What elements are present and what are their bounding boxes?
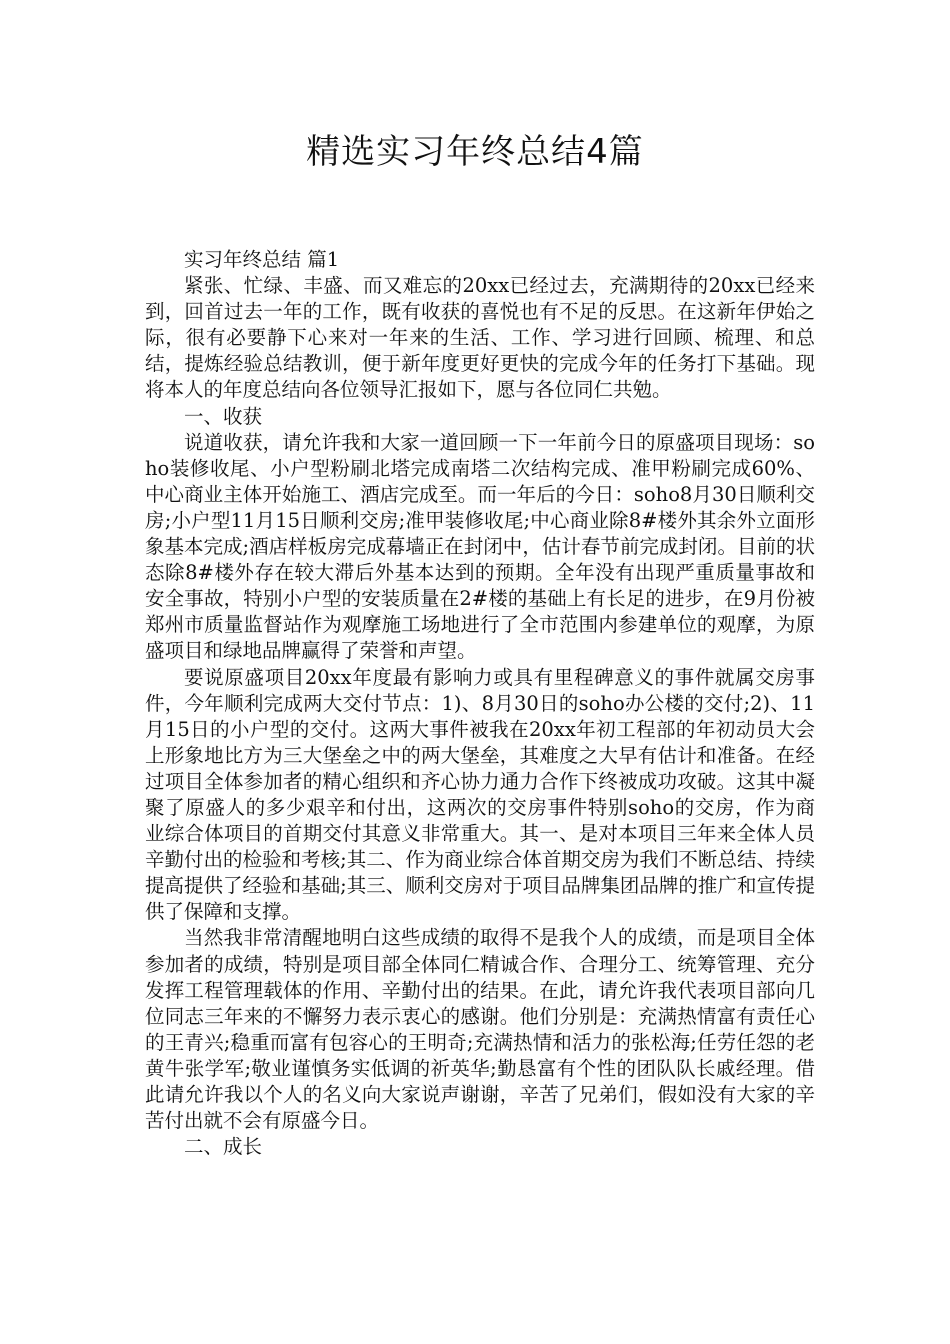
paragraph-delivery-events: 要说原盛项目20xx年度最有影响力或具有里程碑意义的事件就属交房事件，今年顺利完成两大交付节点：1)、8月30日的soho办公楼的交付;2)、11月15日的小户型的交付。这两大事件被我在20xx年初工程部的年初动员大会上形象地比方为三大堡垒之中的两大堡垒，其难度之大早有估计和准备。在经过项目全体参加者的精心组织和齐心协力通力合作下终被成功攻破。这其中凝聚了原盛人的多少艰辛和付出，这两次的交房事件特别soho的交房，作为商业综合体项目的首期交付其意义非常重大。其一、是对本项目三年来全体人员辛勤付出的检验和考核;其二、作为商业综合体首期交房为我们不断总结、持续提高提供了经验和基础;其三、顺利交房对于项目品牌集团品牌的推广和宣传提供了保障和支撑。 [145,665,815,924]
document-title: 精选实习年终总结4篇 [306,132,644,172]
paragraph-intro: 紧张、忙绿、丰盛、而又难忘的20xx已经过去，充满期待的20xx已经来到，回首过去一年的工作，既有收获的喜悦也有不足的反思。在这新年伊始之际，很有必要静下心来对一年来的生活、工作、学习进行回顾、梳理、和总结，提炼经验总结教训，便于新年度更好更快的完成今年的任务打下基础。现将本人的年度总结向各位领导汇报如下，愿与各位同仁共勉。 [145,274,815,402]
document-body [145,247,815,1160]
section-title: 实习年终总结 篇1 [184,248,340,271]
paragraph-harvest-review: 说道收获，请允许我和大家一道回顾一下一年前今日的原盛项目现场：soho装修收尾、小户型粉刷北塔完成南塔二次结构完成、准甲粉刷完成60%、中心商业主体开始施工、酒店完成至。而一年后的今日：soho8月30日顺利交房;小户型11月15日顺利交房;准甲装修收尾;中心商业除8#楼外其余外立面形象基本完成;酒店样板房完成幕墙正在封闭中，估计春节前完成封闭。目前的状态除8#楼外存在较大滞后外基本达到的预期。全年没有出现严重质量事故和安全事故，特别小户型的安装质量在2#楼的基础上有长足的进步，在9月份被郑州市质量监督站作为观摩施工场地进行了全市范围内参建单位的观摩，为原盛项目和绿地品牌赢得了荣誉和声望。 [145,430,815,663]
paragraph-thanks: 当然我非常清醒地明白这些成绩的取得不是我个人的成绩，而是项目全体参加者的成绩，特别是项目部全体同仁精诚合作、合理分工、统筹管理、充分发挥工程管理载体的作用、辛勤付出的结果。在此，请允许我代表项目部向几位同志三年来的不懈努力表示衷心的感谢。他们分别是：充满热情富有责任心的王青兴;稳重而富有包容心的王明奇;充满热情和活力的张松海;任劳任怨的老黄牛张学军;敬业谨慎务实低调的祈英华;勤恳富有个性的团队队长戚经理。借此请允许我以个人的名义向大家说声谢谢，辛苦了兄弟们，假如没有大家的辛苦付出就不会有原盛今日。 [145,926,815,1133]
heading-harvest: 一、收获 [184,404,263,428]
heading-growth: 二、成长 [184,1135,263,1159]
